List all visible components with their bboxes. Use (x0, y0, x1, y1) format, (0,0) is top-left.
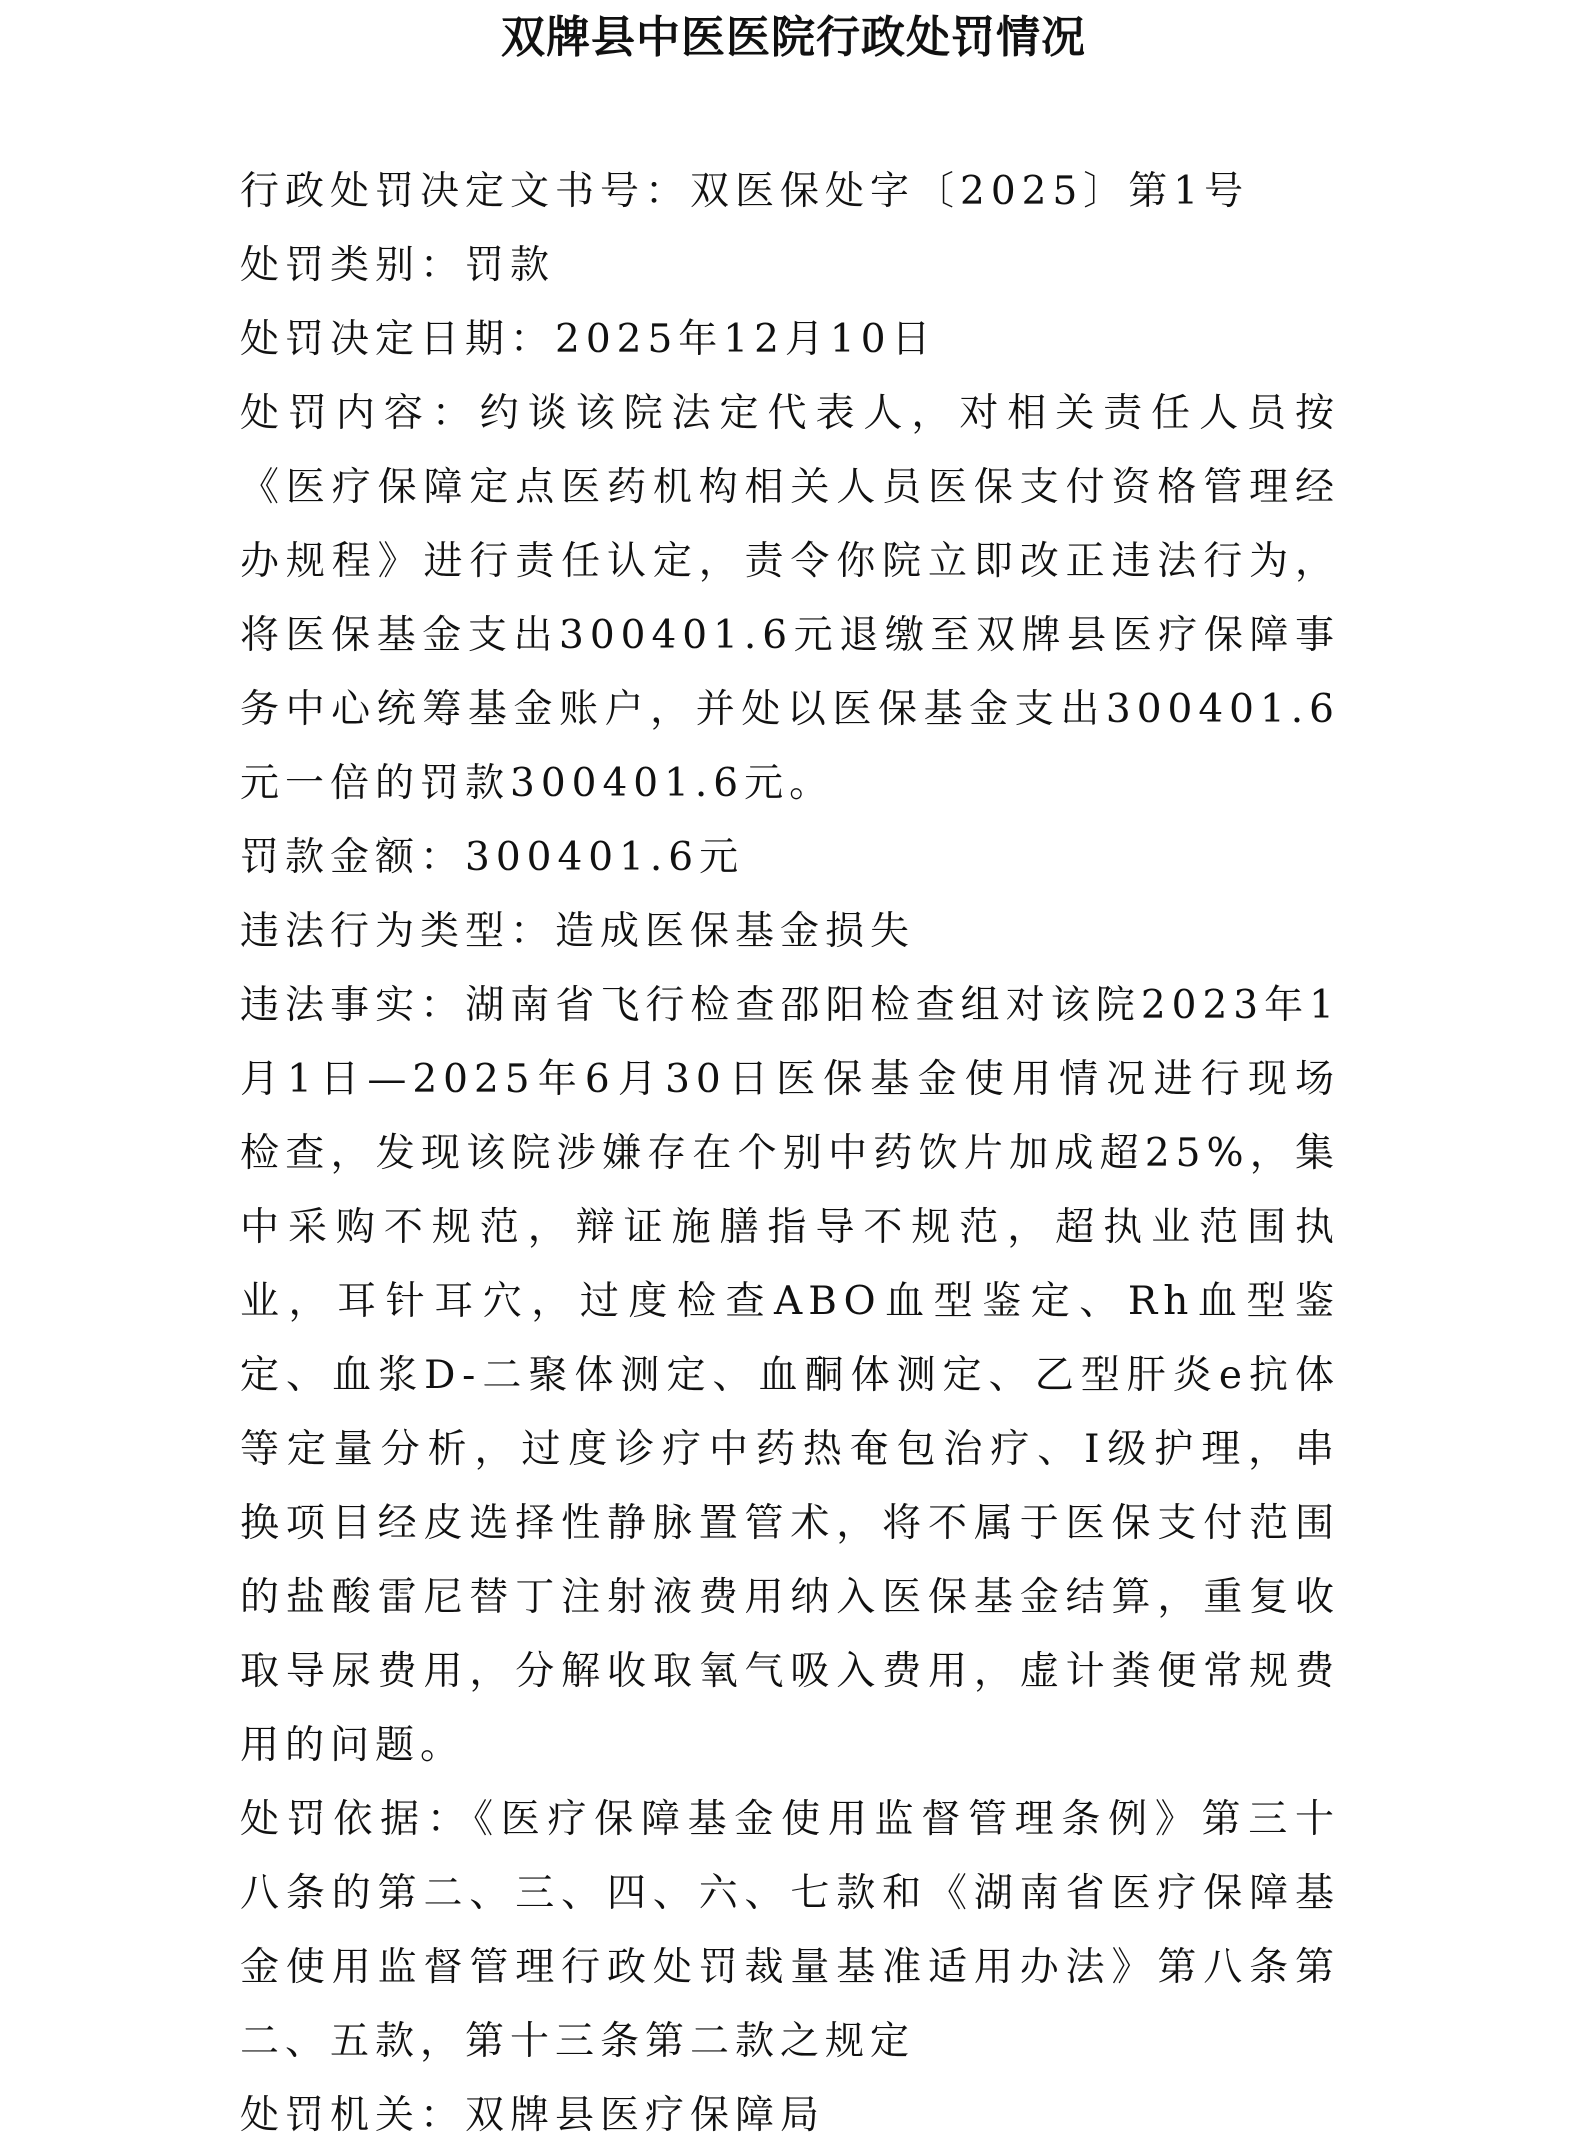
field-value: 双牌县医疗保障局 (465, 2093, 826, 2138)
field-label: 处罚决定日期： (240, 317, 556, 362)
field-label: 行政处罚决定文书号： (240, 169, 691, 214)
field-label: 违法事实： (240, 983, 466, 1028)
field-category (240, 229, 1340, 303)
field-label: 罚款金额： (240, 835, 466, 880)
field-decision-no (240, 155, 1340, 229)
field-violation-facts (240, 969, 1340, 1783)
field-fine-amount (240, 821, 1340, 895)
field-content (240, 377, 1340, 821)
field-value: 造成医保基金损失 (555, 909, 916, 954)
field-value: 约谈该院法定代表人，对相关责任人员按《医疗保障定点医药机构相关人员医保支付资格管理经办规程》进行责任认定，责令你院立即改正违法行为，将医保基金支出300401.6元退缴至双牌县医疗保障事务中心统筹基金账户，并处以医保基金支出300401.6元一倍的罚款300401.6元。 (240, 391, 1340, 806)
field-decision-date (240, 303, 1340, 377)
field-value: 罚款 (465, 243, 556, 288)
field-label: 处罚类别： (240, 243, 466, 288)
field-label: 处罚内容： (240, 391, 480, 436)
field-value: 《医疗保障基金使用监督管理条例》第三十八条的第二、三、四、六、七款和《湖南省医疗保障基金使用监督管理行政处罚裁量基准适用办法》第八条第二、五款，第十三条第二款之规定 (240, 1797, 1340, 2064)
field-label: 违法行为类型： (240, 909, 556, 954)
field-value: 双医保处字〔2025〕第1号 (690, 169, 1250, 214)
field-label: 处罚依据： (240, 1797, 474, 1842)
document-title: 双牌县中医医院行政处罚情况 (501, 12, 1086, 63)
field-basis (240, 1783, 1340, 2079)
field-value: 300401.6元 (465, 835, 745, 880)
field-violation-type (240, 895, 1340, 969)
document-body (240, 155, 1340, 2153)
field-authority (240, 2079, 1340, 2153)
field-value: 2025年12月10日 (555, 317, 937, 362)
field-label: 处罚机关： (240, 2093, 466, 2138)
field-value: 湖南省飞行检查邵阳检查组对该院2023年1月1日—2025年6月30日医保基金使用情况进行现场检查，发现该院涉嫌存在个别中药饮片加成超25%，集中采购不规范，辩证施膳指导不规范，超执业范围执业，耳针耳穴，过度检查ABO血型鉴定、Rh血型鉴定、血浆D-二聚体测定、血酮体测定、乙型肝炎e抗体等定量分析，过度诊疗中药热奄包治疗、Ⅰ级护理，串换项目经皮选择性静脉置管术，将不属于医保支付范围的盐酸雷尼替丁注射液费用纳入医保基金结算，重复收取导尿费用，分解收取氧气吸入费用，虚计粪便常规费用的问题。 (240, 983, 1340, 1768)
